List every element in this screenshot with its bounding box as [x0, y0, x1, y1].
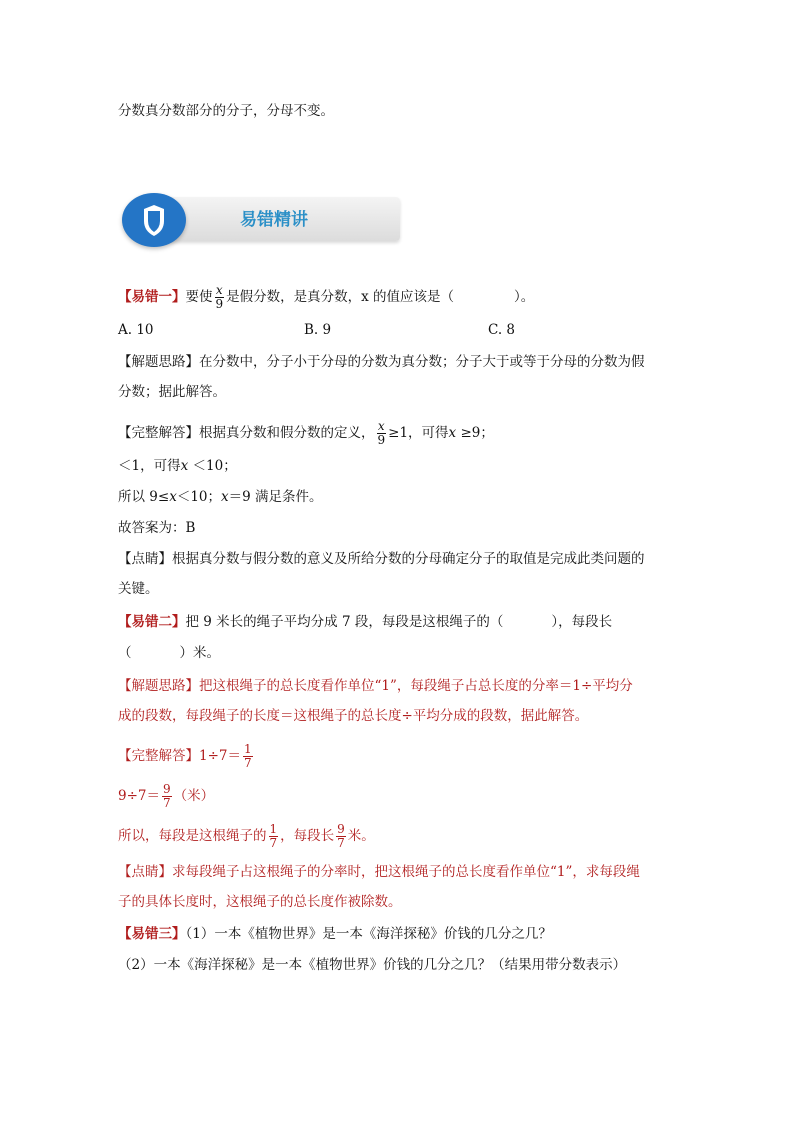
- e1-question: [118, 284, 534, 311]
- e1-close: ）。: [514, 289, 535, 305]
- shield-icon: [122, 193, 186, 247]
- e1-answer-4: 故答案为：B: [118, 520, 196, 536]
- e2-question-1: 【易错二】把 9 米长的绳子平均分成 7 段，每段是这根绳子的（ ），每段长: [118, 614, 613, 630]
- e1-option-b: B. 9: [304, 322, 332, 338]
- e2-answer-1: 【完整解答】1÷7＝ $\frac{1}{7}$: [118, 742, 252, 770]
- e1-answer-3: 所以 9≤x＜10；x＝9 满足条件。: [118, 489, 323, 505]
- e2-answer-3: 所以，每段是这根绳子的 $\frac{1}{7}$ ，每段长 $\frac{9}{7}$ 米。: [118, 822, 375, 850]
- e1-think-1: 【解题思路】在分数中，分子小于分母的分数为真分数；分子大于或等于分母的分数为假: [118, 354, 645, 370]
- e2-answer-2: 9÷7＝ $\frac{9}{7}$ （米）: [118, 782, 215, 810]
- e2-point-1: 【点睛】求每段绳子占这根绳子的分率时，把这根绳子的总长度看作单位“1”，求每段绳: [118, 864, 640, 880]
- e3-tag: 【易错三】: [118, 926, 186, 942]
- e1-answer-1: 【完整解答】根据真分数和假分数的定义， $\frac{x}{9}$ ≥1，可得x ≥9；: [118, 419, 494, 447]
- e2-think-1: 【解题思路】把这根绳子的总长度看作单位“1”，每段绳子占总长度的分率＝1÷平均分: [118, 678, 633, 694]
- e1-pre: 要使: [185, 289, 213, 305]
- e1-post: 是假分数，是真分数，x 的值应该是（: [226, 289, 455, 305]
- e2-tag: 【易错二】: [118, 614, 186, 630]
- e1-answer-2: ＜1，可得x ＜10；: [118, 458, 237, 474]
- e2-question-2: （ ）米。: [118, 645, 220, 661]
- e1-option-a: A. 10: [118, 322, 154, 338]
- banner-circle: [122, 193, 186, 247]
- e1-point-1: 【点睛】根据真分数与假分数的意义及所给分数的分母确定分子的取值是完成此类问题的: [118, 551, 645, 567]
- e1-think-2: 分数；据此解答。: [118, 384, 226, 400]
- intro-text: 分数真分数部分的分子，分母不变。: [118, 103, 334, 119]
- e1-option-c: C. 8: [488, 322, 516, 338]
- section-banner: [122, 193, 400, 247]
- e2-point-2: 子的具体长度时，这根绳子的总长度作被除数。: [118, 894, 402, 910]
- e1-tag: 【易错一】: [118, 289, 186, 305]
- e3-question-1: 【易错三】（1）一本《植物世界》是一本《海洋探秘》价钱的几分之几？: [118, 926, 552, 942]
- e1-fraction: $\frac{x}{9}$: [215, 283, 224, 311]
- e3-question-2: （2）一本《海洋探秘》是一本《植物世界》价钱的几分之几？（结果用带分数表示）: [118, 957, 627, 973]
- banner-title: 易错精讲: [240, 210, 308, 230]
- e2-think-2: 成的段数，每段绳子的长度＝这根绳子的总长度÷平均分成的段数，据此解答。: [118, 708, 589, 724]
- e1-point-2: 关键。: [118, 581, 159, 597]
